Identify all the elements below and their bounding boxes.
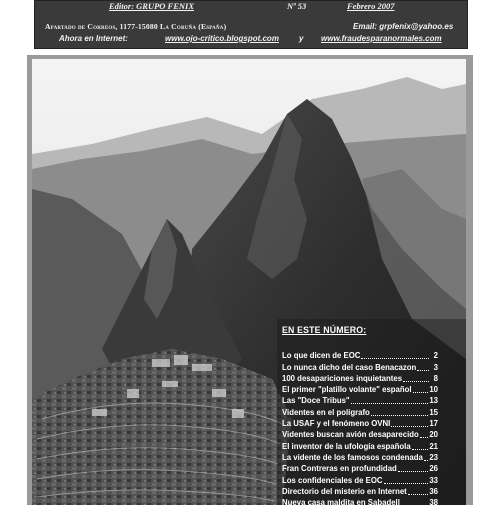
toc-item-title: Videntes buscan avión desaparecido [282,430,419,440]
toc-item-page: 8 [433,373,438,383]
toc-leader [424,460,429,461]
internet-label: Ahora en Internet: [59,34,128,43]
toc-item [282,361,438,372]
toc-item-title: 100 desapariciones inquietantes [282,373,403,383]
table-of-contents [282,325,438,508]
toc-item [282,406,438,417]
toc-item [282,395,438,406]
toc-item-title: Los confidenciales de EOC [282,475,383,485]
toc-leader [361,358,429,359]
toc-item-page: 10 [429,385,438,395]
toc-item-title: El primer "platillo volante" español [282,385,412,395]
email-address: Email: grpfenix@yahoo.es [353,22,454,31]
toc-item [282,350,438,361]
editor-label: Editor: GRUPO FENIX [109,1,195,11]
blog-link[interactable]: www.ojo-critico.blogspot.com [165,34,279,43]
masthead-row-top [35,0,467,12]
toc-leader [417,370,429,371]
toc-leader [384,483,429,484]
toc-leader [408,494,429,495]
toc-leader [420,437,429,438]
toc-leader [391,426,428,427]
issue-number: Nº 53 [287,1,307,11]
toc-item-page: 38 [429,498,438,508]
toc-item-page: 20 [429,430,438,440]
toc-item-title: Lo nunca dicho del caso Benacazon [282,362,417,372]
toc-item [282,440,438,451]
toc-item [282,452,438,463]
toc-item-title: Videntes en el polígrafo [282,407,370,417]
masthead-row-contact [35,21,467,33]
toc-item-page: 21 [429,441,438,451]
toc-item [282,474,438,485]
toc-leader [398,471,429,472]
toc-item-page: 15 [429,407,438,417]
conjunction-text: y [299,34,304,43]
toc-item-page: 13 [429,396,438,406]
toc-item-title: Nueva casa maldita en Sabadell [282,498,400,508]
toc-title: EN ESTE NÚMERO: [282,325,367,336]
toc-item-title: Fran Contreras en profundidad [282,464,397,474]
issue-date: Febrero 2007 [347,1,395,11]
toc-item [282,418,438,429]
toc-item-page: 33 [429,475,438,485]
toc-item-title: La USAF y el fenómeno OVNI [282,419,391,429]
toc-item [282,384,438,395]
toc-leader [403,381,429,382]
toc-leader [401,505,428,506]
toc-item-title: El inventor de la ufología española [282,441,411,451]
website-link[interactable]: www.fraudesparanormales.com [321,34,442,43]
masthead [34,0,468,49]
toc-item [282,429,438,440]
masthead-row-web [35,33,467,45]
toc-item [282,463,438,474]
toc-leader [413,392,429,393]
toc-list [282,350,438,508]
toc-item-title: Las "Doce Tribus" [282,396,350,406]
toc-item [282,373,438,384]
toc-item-page: 17 [429,419,438,429]
postal-address: Apartado de Correos, 1177-15080 La Coruña (España) [45,22,227,31]
toc-item-page: 36 [429,486,438,496]
toc-leader [351,403,429,404]
toc-item-page: 3 [433,362,438,372]
toc-leader [412,449,429,450]
toc-item [282,497,438,508]
toc-item-page: 23 [429,452,438,462]
toc-item-title: Directorio del misterio en Internet [282,486,407,496]
toc-item [282,486,438,497]
toc-leader [371,415,429,416]
toc-item-title: La vidente de los famosos condenada [282,452,423,462]
toc-item-page: 26 [429,464,438,474]
toc-item-page: 2 [433,351,438,361]
toc-item-title: Lo que dicen de EOC [282,351,361,361]
